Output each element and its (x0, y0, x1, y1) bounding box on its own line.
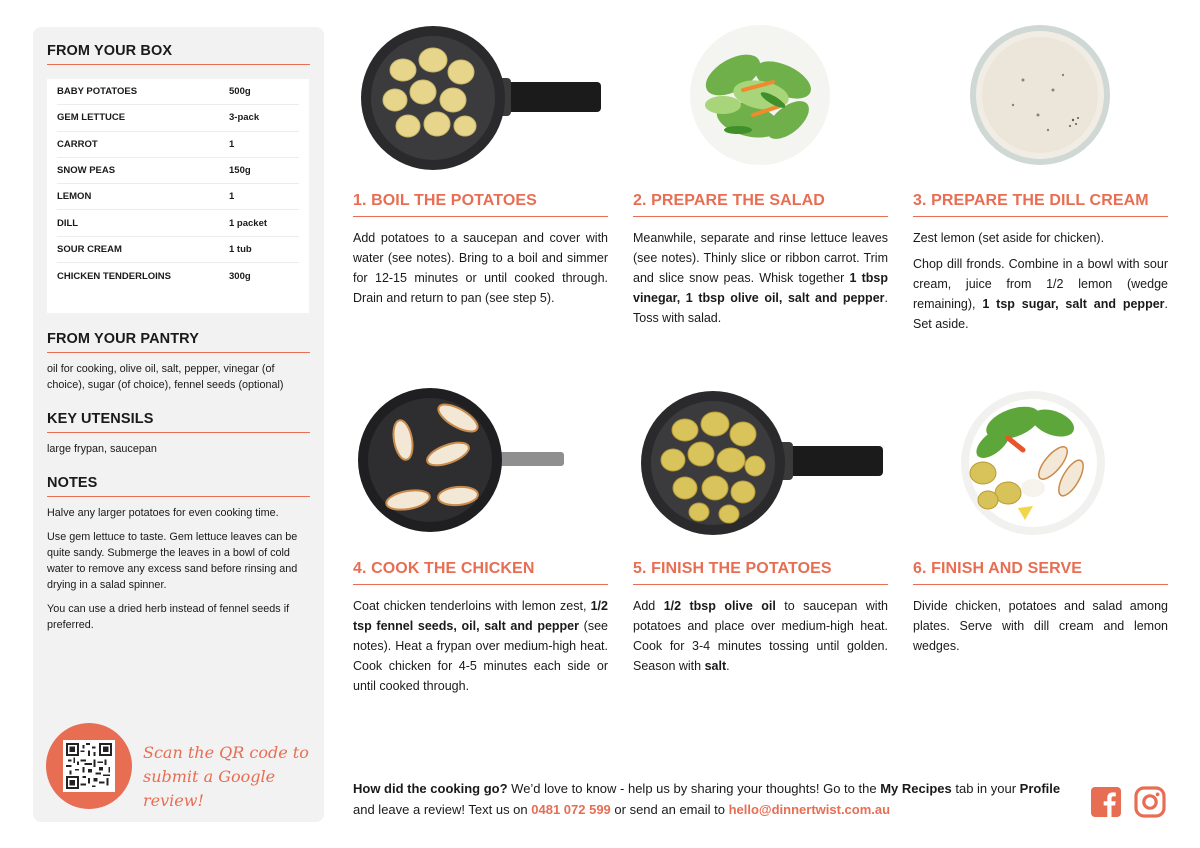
footer-text: We’d love to know - help us by sharing your thoughts! Go to the (507, 781, 881, 796)
ingredient-name: DILL (57, 217, 79, 229)
instruction-text: Zest lemon (set aside for chicken). (913, 231, 1105, 245)
ingredient-row (57, 79, 299, 105)
note-item: Halve any larger potatoes for even cooking time. (47, 507, 279, 519)
ingredient-qty: 1 tub (229, 243, 252, 255)
instruction-bold: salt (704, 659, 727, 673)
instruction-bold: 1 tbsp vinegar, 1 tbsp olive oil, salt and pepper (633, 271, 889, 305)
instagram-icon[interactable] (1134, 786, 1166, 818)
instruction-paragraph (913, 254, 1168, 334)
instruction-text: Chop dill fronds. Combine in a bowl with sour cream, juice from 1/2 lemon (wedge remaining), (913, 257, 1168, 311)
instruction-text: . Toss with salad. (633, 291, 888, 325)
golden-potatoes-in-pan-image (633, 388, 888, 538)
step-instructions (913, 596, 1168, 662)
facebook-icon[interactable] (1090, 786, 1122, 818)
instruction-text: Add potatoes to a saucepan and cover with water (see notes). Bring to a boil and simmer for 12-15 minutes or until cooked through. Drain and return to pan (see step 5). (353, 231, 608, 305)
footer-review-text (353, 778, 1073, 820)
note-item: Use gem lettuce to taste. Gem lettuce leaves can be quite sandy. Submerge the leaves in a bowl of cold water to remove any excess sand before rinsing and drying in a salad spinner. (47, 531, 298, 591)
footer-bold: Profile (1019, 781, 1061, 796)
qr-caption-line1: Scan the QR code to (143, 743, 309, 762)
chicken-in-frypan-image (353, 388, 608, 538)
step-title: 2. PREPARE THE SALAD (633, 192, 888, 217)
instruction-paragraph (913, 228, 1168, 248)
ingredient-row (57, 105, 299, 131)
qr-caption-line2: submit a Google review! (143, 767, 276, 810)
step-title: 5. FINISH THE POTATOES (633, 560, 888, 585)
footer-link[interactable]: hello@dinnertwist.com.au (728, 802, 891, 817)
note-item: You can use a dried herb instead of fennel seeds if preferred. (47, 603, 290, 631)
pantry-section (47, 331, 310, 393)
ingredient-qty: 3-pack (229, 112, 260, 124)
sidebar (33, 27, 324, 822)
notes-section (47, 475, 310, 633)
step-instructions (353, 596, 608, 702)
instruction-bold: 1/2 tsp fennel seeds, oil, salt and pepper (353, 599, 608, 633)
ingredient-qty: 300g (229, 270, 251, 282)
instruction-text: to saucepan with potatoes and place over medium-high heat. Cook for 3-4 minutes tossing until golden. Season with (633, 599, 888, 673)
utensils-heading: KEY UTENSILS (47, 411, 310, 433)
ingredient-qty: 500g (229, 86, 251, 98)
ingredient-qty: 150g (229, 165, 251, 177)
ingredient-qty: 1 (229, 191, 235, 203)
qr-caption (143, 741, 324, 813)
ingredient-name: SNOW PEAS (57, 165, 116, 177)
instruction-text: . Set aside. (913, 297, 1169, 331)
instruction-text: Divide chicken, potatoes and salad among plates. Serve with dill cream and lemon wedges. (913, 599, 1168, 653)
instruction-bold: 1/2 tbsp olive oil (663, 599, 776, 613)
pantry-heading: FROM YOUR PANTRY (47, 331, 310, 353)
ingredient-name: BABY POTATOES (57, 86, 138, 98)
instruction-bold: 1 tsp sugar, salt and pepper (982, 297, 1165, 311)
step-title: 6. FINISH AND SERVE (913, 560, 1168, 585)
step-instructions (913, 228, 1168, 340)
notes-list (47, 505, 310, 633)
instruction-paragraph (353, 596, 608, 696)
pantry-text: oil for cooking, olive oil, salt, pepper, vinegar (of choice), sugar (of choice), fennel seeds (optional) (47, 363, 284, 391)
instruction-text: . (726, 659, 730, 673)
step-title: 3. PREPARE THE DILL CREAM (913, 192, 1168, 217)
from-your-box-heading: FROM YOUR BOX (47, 43, 310, 65)
ingredient-name: CARROT (57, 138, 98, 150)
ingredient-name: CHICKEN TENDERLOINS (57, 270, 172, 282)
qr-badge (46, 723, 132, 809)
footer-text: or send an email to (610, 802, 729, 817)
ingredient-row (57, 132, 299, 158)
ingredient-name: SOUR CREAM (57, 243, 122, 255)
potatoes-in-saucepan-image (353, 20, 608, 170)
plated-dish-image (913, 388, 1168, 538)
ingredient-row (57, 158, 299, 184)
notes-heading: NOTES (47, 475, 310, 497)
ingredient-row (57, 237, 299, 263)
footer-bold: My Recipes (880, 781, 952, 796)
ingredient-row (57, 184, 299, 210)
dill-cream-bowl-image (913, 20, 1168, 170)
utensils-section (47, 411, 310, 457)
ingredient-name: GEM LETTUCE (57, 112, 126, 124)
ingredient-row (57, 210, 299, 236)
step-title: 4. COOK THE CHICKEN (353, 560, 608, 585)
instruction-paragraph (913, 596, 1168, 656)
footer-link[interactable]: 0481 072 599 (531, 802, 611, 817)
step-instructions (633, 228, 888, 334)
instruction-text: Meanwhile, separate and rinse lettuce leaves (see notes). Thinly slice or ribbon carrot. Trim and slice snow peas. Whisk together (633, 231, 888, 285)
instruction-paragraph (353, 228, 608, 308)
step-title: 1. BOIL THE POTATOES (353, 192, 608, 217)
instruction-paragraph (633, 596, 888, 676)
instruction-text: (see notes). Heat a frypan over medium-high heat. Cook chicken for 4-5 minutes each side or until cooked through. (353, 619, 608, 693)
footer-bold: How did the cooking go? (353, 781, 508, 796)
ingredient-row (57, 263, 299, 289)
qr-code-icon[interactable] (63, 740, 115, 792)
salad-bowl-image (633, 20, 888, 170)
step-instructions (353, 228, 608, 314)
step-instructions (633, 596, 888, 682)
instruction-text: Add (633, 599, 664, 613)
ingredients-table (47, 79, 309, 313)
ingredient-qty: 1 (229, 138, 235, 150)
footer-text: and leave a review! Text us on (353, 802, 532, 817)
instruction-paragraph (633, 228, 888, 328)
ingredient-qty: 1 packet (229, 217, 268, 229)
ingredient-name: LEMON (57, 191, 92, 203)
instruction-text: Coat chicken tenderloins with lemon zest, (353, 599, 591, 613)
utensils-text: large frypan, saucepan (47, 443, 157, 455)
footer-text: tab in your (951, 781, 1020, 796)
